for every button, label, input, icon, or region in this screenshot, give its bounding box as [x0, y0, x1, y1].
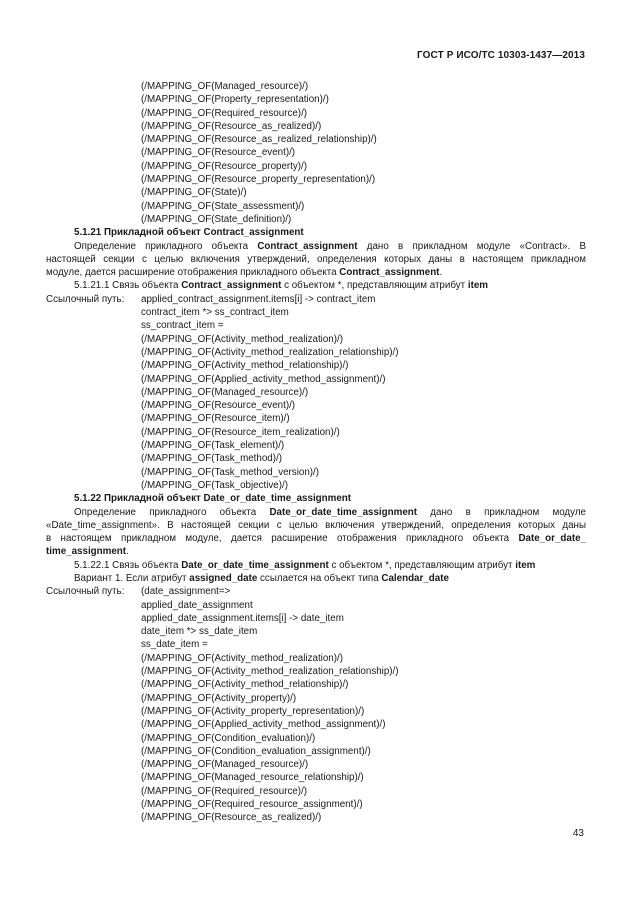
mapping-line: (/MAPPING_OF(Applied_activity_method_assignment)/) [141, 719, 386, 731]
mapping-line: (/MAPPING_OF(Required_resource_assignment)/) [141, 799, 363, 811]
mapping-line: applied_date_assignment [141, 599, 253, 611]
mapping-line: (/MAPPING_OF(Activity_property_representation)/) [141, 705, 365, 717]
page-content [46, 80, 586, 825]
mapping-line: ss_contract_item = [141, 320, 224, 332]
text: Вариант 1. Если атрибут [74, 572, 190, 584]
mapping-line: contract_item *> ss_contract_item [141, 307, 289, 319]
mapping-line: (/MAPPING_OF(Task_objective)/) [141, 479, 288, 491]
paragraph-line: настоящей секции с целью включения утверждений, определения которых даны в настоящем прикладном [46, 253, 586, 265]
text: . [126, 546, 129, 558]
mapping-line: (/MAPPING_OF(Activity_property)/) [141, 692, 297, 704]
mapping-line: (/MAPPING_OF(Resource_as_realized_relationship)/) [141, 134, 377, 146]
mapping-line: (/MAPPING_OF(State_definition)/) [141, 213, 292, 225]
subsection-heading-5-1-22-1 [46, 559, 586, 572]
mapping-line: (/MAPPING_OF(Applied_activity_method_assignment)/) [141, 373, 386, 385]
entity-name: Calendar_date [381, 572, 449, 584]
mapping-line: (/MAPPING_OF(Activity_method_realization)/) [141, 652, 343, 664]
mapping-line: (/MAPPING_OF(Resource_as_realized)/) [141, 120, 322, 132]
mapping-line: (/MAPPING_OF(Resource_property)/) [141, 160, 308, 172]
paragraph-line [46, 266, 586, 279]
mapping-line: (/MAPPING_OF(State)/) [141, 187, 247, 199]
mapping-line: (/MAPPING_OF(Task_method)/) [141, 453, 282, 465]
subsection-heading-5-1-21-1 [46, 279, 586, 292]
mapping-line: (/MAPPING_OF(Task_element)/) [141, 440, 285, 452]
mapping-line: (/MAPPING_OF(Condition_evaluation)/) [141, 732, 316, 744]
variant-line [46, 572, 586, 585]
text: дано в прикладном модуле [417, 506, 586, 518]
mapping-line: (/MAPPING_OF(Property_representation)/) [141, 94, 329, 106]
entity-name: Date_or_date_time_assignment [269, 506, 418, 518]
mapping-line: (/MAPPING_OF(Resource_property_representation)/) [141, 174, 376, 186]
text: Определение прикладного объекта [74, 240, 258, 252]
reference-path-block [46, 585, 586, 824]
paragraph-line [46, 532, 586, 545]
text: 5.1.22.1 Связь объекта [74, 559, 182, 571]
mapping-line: date_item *> ss_date_item [141, 626, 258, 638]
mapping-line: (/MAPPING_OF(Resource_item)/) [141, 413, 290, 425]
attribute-name: assigned_date [189, 572, 258, 584]
paragraph-line [46, 545, 586, 558]
mapping-line: ss_date_item = [141, 639, 208, 651]
entity-name: Contract_assignment [257, 240, 358, 252]
entity-name: Date_or_date_ [518, 533, 586, 545]
text: с объектом *, представляющим атрибут [328, 559, 516, 571]
text: модуле, дается расширение отображения прикладного объекта [46, 267, 340, 279]
mapping-line: (/MAPPING_OF(Activity_method_realization_relationship)/) [141, 346, 399, 358]
mapping-line: (/MAPPING_OF(Activity_method_realization)/) [141, 333, 343, 345]
text: с объектом *, представляющим атрибут [281, 280, 468, 292]
reference-path-block [46, 293, 586, 492]
mapping-line: (/MAPPING_OF(Activity_method_realization_relationship)/) [141, 666, 399, 678]
attribute-name: item [515, 559, 536, 571]
mapping-line: (/MAPPING_OF(Activity_method_relationship)/) [141, 360, 349, 372]
mapping-line: (/MAPPING_OF(Activity_method_relationship)/) [141, 679, 349, 691]
text: ссылается на объект типа [257, 572, 382, 584]
mapping-list-top [46, 80, 586, 226]
entity-name: time_assignment [46, 546, 127, 558]
entity-name: Contract_assignment [339, 267, 440, 279]
page-header: ГОСТ Р ИСО/ТС 10303-1437—2013 [417, 50, 585, 61]
paragraph-line [46, 506, 586, 519]
entity-name: Contract_assignment [181, 280, 282, 292]
mapping-line: (/MAPPING_OF(Managed_resource)/) [141, 81, 309, 92]
mapping-line: (/MAPPING_OF(Resource_event)/) [141, 400, 296, 412]
section-heading-5-1-22: 5.1.22 Прикладной объект Date_or_date_time_assignment [74, 493, 352, 505]
mapping-line: (/MAPPING_OF(Resource_item_realization)/) [141, 426, 340, 438]
paragraph-line: «Date_time_assignment». В настоящей секции с целью включения утверждений, определения которых даны [46, 519, 586, 531]
mapping-line: (/MAPPING_OF(State_assessment)/) [141, 200, 305, 212]
reference-path-label: Ссылочный путь: [46, 293, 125, 305]
mapping-line: (/MAPPING_OF(Resource_event)/) [141, 147, 296, 159]
mapping-line: (/MAPPING_OF(Managed_resource_relationship)/) [141, 772, 364, 784]
attribute-name: item [467, 280, 489, 292]
paragraph-line [46, 240, 586, 253]
mapping-line: applied_date_assignment.items[i] -> date_item [141, 612, 344, 624]
mapping-line: applied_contract_assignment.items[i] -> contract_item [141, 293, 376, 305]
mapping-line: (date_assignment=> [141, 586, 231, 598]
page-number: 43 [572, 828, 584, 839]
text: дано в прикладном модуле «Contract». В [357, 240, 586, 252]
mapping-line: (/MAPPING_OF(Resource_as_realized)/) [141, 812, 322, 824]
section-heading-5-1-21: 5.1.21 Прикладной объект Contract_assignment [74, 227, 304, 239]
text: . [439, 267, 443, 279]
text: 5.1.21.1 Связь объекта [74, 280, 182, 292]
mapping-line: (/MAPPING_OF(Required_resource)/) [141, 785, 308, 797]
mapping-line: (/MAPPING_OF(Managed_resource)/) [141, 759, 309, 771]
mapping-line: (/MAPPING_OF(Task_method_version)/) [141, 466, 320, 478]
reference-path-lines [141, 585, 399, 824]
reference-path-lines [141, 293, 399, 492]
mapping-line: (/MAPPING_OF(Condition_evaluation_assignment)/) [141, 745, 371, 757]
text: в настоящем прикладном модуле, дается расширение отображения прикладного объекта [46, 533, 519, 545]
mapping-line: (/MAPPING_OF(Required_resource)/) [141, 107, 308, 119]
text: Определение прикладного объекта [74, 506, 270, 518]
entity-name: Date_or_date_time_assignment [181, 559, 329, 571]
mapping-line: (/MAPPING_OF(Managed_resource)/) [141, 386, 309, 398]
reference-path-label: Ссылочный путь: [46, 586, 125, 598]
